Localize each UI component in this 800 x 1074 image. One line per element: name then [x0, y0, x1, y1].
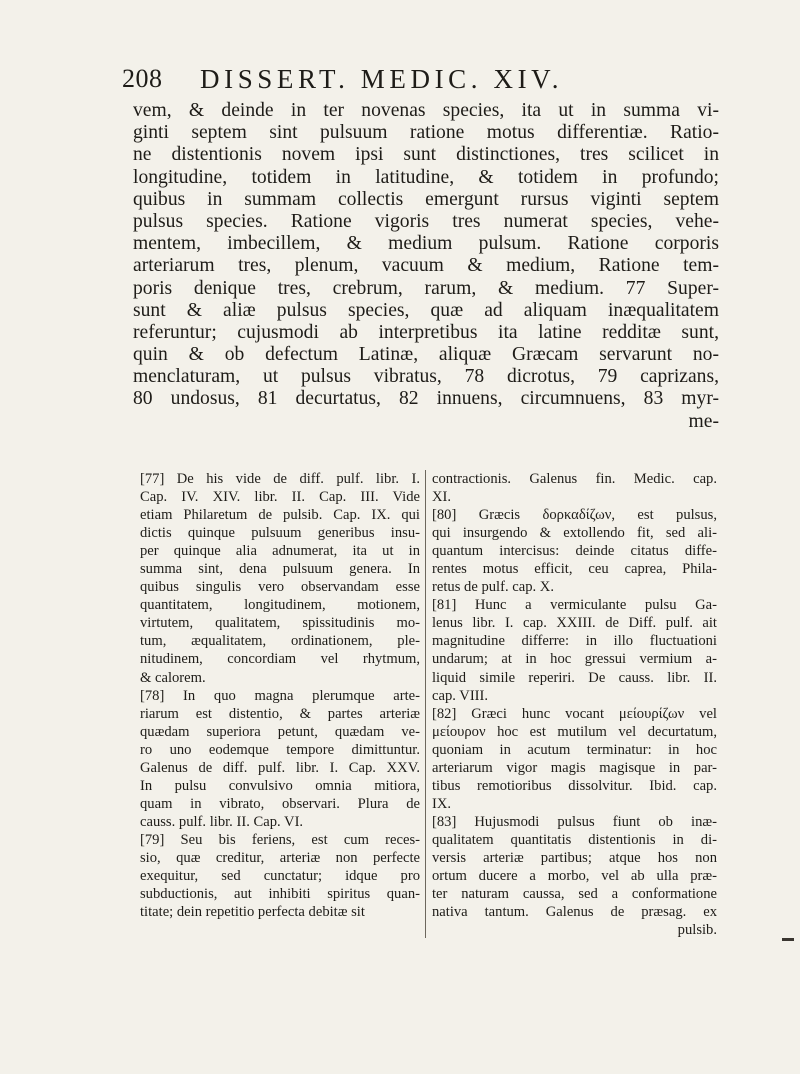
main-text-line: ginti septem sint pulsuum ratione motus differentiæ. Ratio- [133, 122, 719, 144]
page-header [122, 62, 722, 96]
main-text-line: quibus in summam collectis emergunt rursus viginti septem [133, 188, 719, 210]
notes-right-line: XI. [432, 489, 452, 506]
ink-speck [782, 938, 794, 941]
notes-right-line: ter naturam caussa, sed a conformatione [432, 886, 717, 903]
footnotes-left-column [140, 470, 420, 921]
notes-right-line: qui insurgendo & extollendo fit, sed ali- [432, 525, 717, 542]
notes-right-line: IX. [432, 795, 452, 812]
main-text-line: referuntur; cujusmodi ab interpretibus ita latine redditæ sunt, [133, 321, 719, 343]
notes-right-line: undarum; at in hoc gressui vermium a- [432, 651, 717, 668]
column-divider [425, 470, 426, 938]
notes-left-line: tum, æqualitatem, ordinationem, ple- [140, 633, 420, 650]
main-text-line: sunt & aliæ pulsus species, quæ ad aliquam inæqualitatem [133, 299, 719, 321]
notes-left-line: & calorem. [140, 669, 206, 686]
main-text-line: longitudine, totidem in latitudine, & totidem in profundo; [133, 166, 719, 188]
notes-right-line: versis arteriæ partibus; atque hos non [432, 849, 717, 866]
notes-right-line: pulsib. [677, 922, 717, 939]
notes-right-line: magnitudine differre: in illo fluctuationi [432, 633, 717, 650]
notes-left-line: per quinque alia adnumerat, ita ut in [140, 543, 420, 560]
notes-right-line: contractionis. Galenus fin. Medic. cap. [432, 471, 717, 487]
main-text-line: pulsus species. Ratione vigoris tres numerat species, vehe- [133, 210, 719, 232]
notes-left-line: quibus singulis vero observandam esse [140, 579, 420, 596]
main-text-block [133, 100, 719, 433]
notes-right-line: tibus remotioribus dissolvitur. Ibid. cap. [432, 777, 717, 794]
notes-left-line: Galenus de diff. pulf. libr. I. Cap. XXV. [140, 759, 420, 776]
page-number: 208 [122, 64, 163, 93]
notes-right-line: [80] Græcis δορκαδίζων, est pulsus, [432, 507, 717, 524]
notes-right-line: qualitatem quantitatis distentionis in di- [432, 831, 717, 848]
notes-left-line: [77] De his vide de diff. pulf. libr. I. [140, 471, 420, 487]
notes-right-line: [82] Græci hunc vocant μείουρίζων vel [432, 705, 717, 722]
notes-left-line: dictis quinque pulsuum generibus insu- [140, 525, 420, 542]
notes-right-line: quoniam in acutum terminatur: in hoc [432, 741, 717, 758]
notes-right-line: μείουρον hoc est mutilum vel decurtatum, [432, 723, 717, 740]
footnotes-right-column [432, 470, 717, 939]
main-text-line: mentem, imbecillem, & medium pulsum. Ratione corporis [133, 233, 719, 255]
main-text-line: 80 undosus, 81 decurtatus, 82 innuens, circumnuens, 83 myr- [133, 388, 719, 410]
main-text-line: ne distentionis novem ipsi sunt distinctiones, tres scilicet in [133, 144, 719, 166]
notes-left-line: ro uno eodemque tempore dimittuntur. [140, 741, 420, 758]
notes-left-line: exequitur, sed cunctatur; idque pro [140, 868, 420, 885]
notes-right-line: [83] Hujusmodi pulsus fiunt ob inæ- [432, 813, 717, 830]
notes-left-line: summa sint, dena pulsuum genera. In [140, 561, 420, 578]
main-text-line: menclaturam, ut pulsus vibratus, 78 dicrotus, 79 caprizans, [133, 366, 719, 388]
notes-left-line: In pulsu convulsivo omnia mitiora, [140, 777, 420, 794]
notes-right-line: arteriarum vigor magis magisque in par- [432, 759, 717, 776]
notes-left-line: [79] Seu bis feriens, est cum reces- [140, 831, 420, 848]
notes-left-line: [78] In quo magna plerumque arte- [140, 687, 420, 704]
main-text-line: vem, & deinde in ter novenas species, ita ut in summa vi- [133, 100, 719, 121]
notes-right-line: rentes motus efficit, ceu caprea, Phila- [432, 561, 717, 578]
notes-left-line: etiam Philaretum de pulsib. Cap. IX. qui [140, 507, 420, 524]
notes-left-line: subductionis, aut inhibiti spiritus quan- [140, 886, 420, 903]
notes-left-line: Cap. IV. XIV. libr. II. Cap. III. Vide [140, 489, 420, 506]
notes-right-line: cap. VIII. [432, 687, 489, 704]
running-title: DISSERT. MEDIC. XIV. [200, 64, 564, 94]
main-text-line: quin & ob defectum Latinæ, aliquæ Græcam servarunt no- [133, 344, 719, 366]
notes-left-line: nitudinem, concordiam vel rhytmum, [140, 651, 420, 668]
notes-left-line: quædam superiora petunt, quædam ve- [140, 723, 420, 740]
main-text-line: arteriarum tres, plenum, vacuum & medium, Ratione tem- [133, 255, 719, 277]
notes-left-line: sio, quæ creditur, arteriæ non perfecte [140, 849, 420, 866]
notes-left-line: causs. pulf. libr. II. Cap. VI. [140, 813, 304, 830]
notes-right-line: liquid simile reperiri. De causs. libr. II. [432, 669, 717, 686]
notes-right-line: quantum intercisus: deinde citatus diffe- [432, 543, 717, 560]
main-text-line: poris denique tres, crebrum, rarum, & medium. 77 Super- [133, 277, 719, 299]
notes-left-line: quam in vibrato, observari. Plura de [140, 795, 420, 812]
notes-right-line: [81] Hunc a vermiculante pulsu Ga- [432, 597, 717, 614]
notes-right-line: retus de pulf. cap. X. [432, 579, 554, 596]
notes-right-line: ortum ducere a morbo, vel ab ulla præ- [432, 868, 717, 885]
notes-left-line: virtutem, qualitatem, spissitudinis mo- [140, 615, 420, 632]
notes-left-line: titate; dein repetitio perfecta debitæ sit [140, 904, 365, 921]
notes-right-line: nativa tantum. Galenus de præsag. ex [432, 904, 717, 921]
main-text-line: me- [688, 410, 719, 432]
notes-left-line: quantitatem, longitudinem, motionem, [140, 597, 420, 614]
notes-right-line: lenus libr. I. cap. XXIII. de Diff. pulf. ait [432, 615, 717, 632]
notes-left-line: riarum est distentio, & partes arteriæ [140, 705, 420, 722]
